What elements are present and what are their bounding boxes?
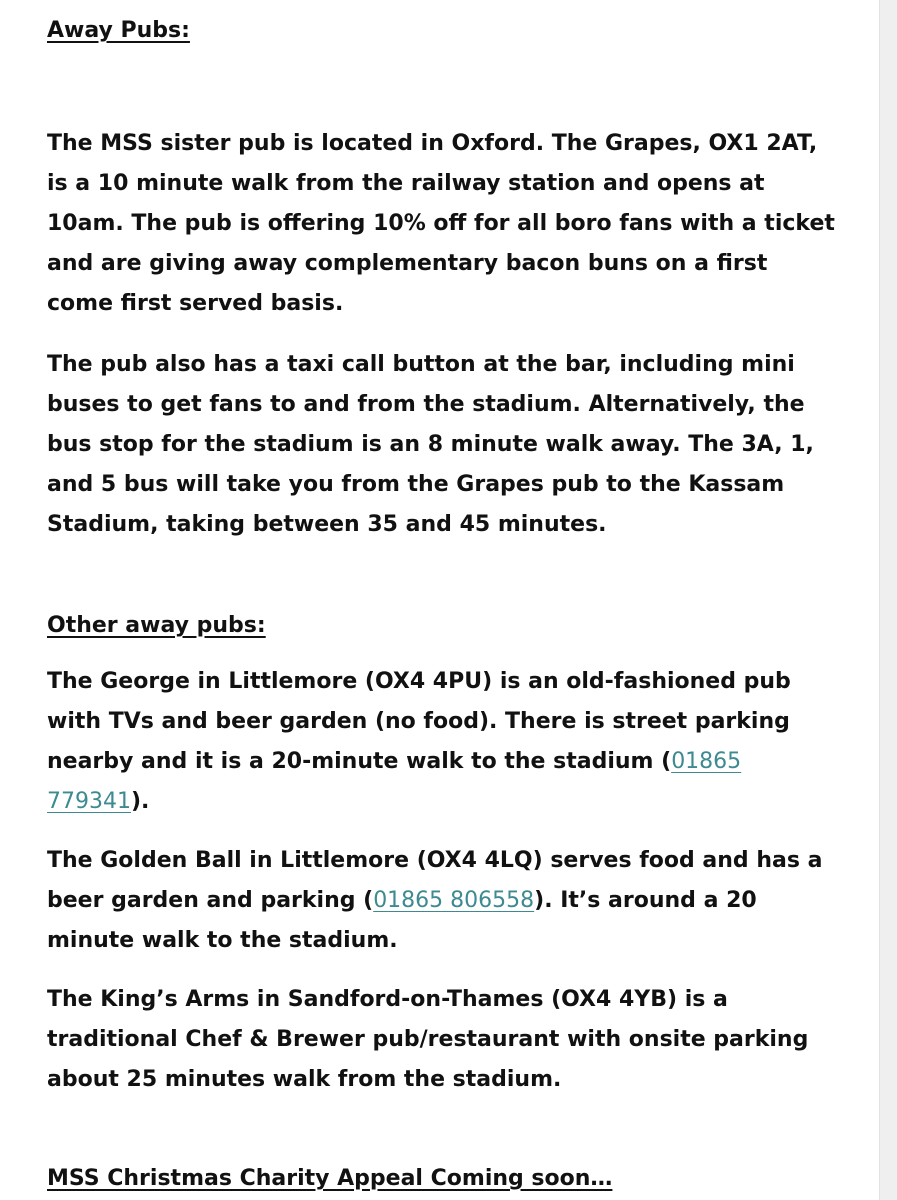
away-pubs-heading: Away Pubs: [47, 18, 190, 43]
grapes-pub-paragraph: The MSS sister pub is located in Oxford. The Grapes, OX1 2AT, is a 10 minute walk from the railway station and opens at 10am. The pub is offering 10% off for all boro fans with a ticket and are giving away complementary bacon buns on a first come first served basis. [47, 131, 835, 316]
george-pub-text: The George in Littlemore (OX4 4PU) is an old-fashioned pub with TVs and beer garden (no food). There is street parking nearby and it is a 20-minute walk to the stadium ( [47, 669, 791, 774]
christmas-appeal-heading: MSS Christmas Charity Appeal Coming soon… [47, 1166, 613, 1191]
george-pub-paragraph [47, 662, 837, 822]
other-away-pubs-heading: Other away pubs: [47, 613, 266, 638]
golden-ball-text-end: ). It’s around a 20 minute walk to the stadium. [47, 888, 757, 953]
golden-ball-phone-link[interactable]: 01865 806558 [373, 888, 535, 913]
transport-paragraph: The pub also has a taxi call button at the bar, including mini buses to get fans to and from the stadium. Alternatively, the bus stop for the stadium is an 8 minute walk away. The 3A, 1, and 5 bus will take you from the Grapes pub to the Kassam Stadium, taking between 35 and 45 minutes. [47, 352, 814, 537]
george-phone-link[interactable]: 01865 779341 [47, 749, 742, 814]
scrollbar-track[interactable] [879, 0, 897, 1200]
golden-ball-text: The Golden Ball in Littlemore (OX4 4LQ) serves food and has a beer garden and parking ( [47, 848, 823, 913]
george-pub-text-end: ). [130, 789, 150, 814]
golden-ball-paragraph [47, 841, 837, 961]
kings-arms-paragraph: The King’s Arms in Sandford-on-Thames (OX4 4YB) is a traditional Chef & Brewer pub/restaurant with onsite parking about 25 minutes walk from the stadium. [47, 987, 809, 1092]
